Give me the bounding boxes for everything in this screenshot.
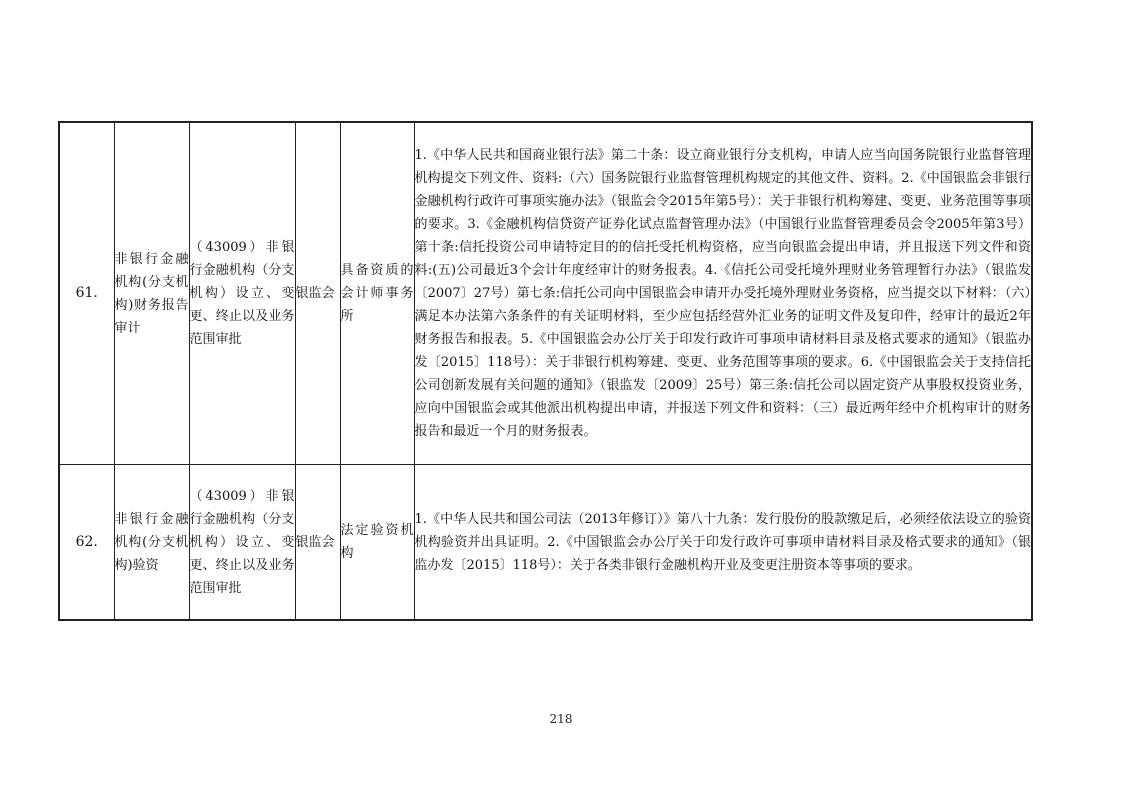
legal-basis: 1.《中华人民共和国商业银行法》第二十条：设立商业银行分支机构，申请人应当向国务院银行业监督管理机构提交下列文件、资料:（六）国务院银行业监督管理机构规定的其他文件、资料。2.《中国银监会非银行金融机构行政许可事项实施办法》（银监会令2015年第5号）：关于非银行机构筹建、变更、业务范围等事项的要求。3.《金融机构信贷资产证券化试点监督管理办法》（中国银行业监督管理委员会令2005年第3号）第十条:信托投资公司申请特定目的的信托受托机构资格，应当向银监会提出申请，并且报送下列文件和资料:(五)公司最近3个会计年度经审计的财务报表。4.《信托公司受托境外理财业务管理暂行办法》（银监发〔2007〕27号）第七条:信托公司向中国银监会申请开办受托境外理财业务资格，应当提交以下材料：（六）满足本办法第六条条件的有关证明材料，至少应包括经营外汇业务的证明文件及复印件，经审计的最近2年财务报告和报表。5.《中国银监会办公厅关于印发行政许可事项申请材料目录及格式要求的通知》（银监办发〔2015〕118号）：关于非银行机构筹建、变更、业务范围等事项的要求。6.《中国银监会关于支持信托公司创新发展有关问题的通知》（银监发〔2009〕25号）第三条:信托公司以固定资产从事股权投资业务，应向中国银监会或其他派出机构提出申请，并报送下列文件和资料：（三）最近两年经中介机构审计的财务报告和最近一个月的财务报表。 bbox=[414, 122, 1032, 465]
legal-basis: 1.《中华人民共和国公司法（2013年修订）》第八十九条：发行股份的股款缴足后，必须经依法设立的验资机构验资并出具证明。2.《中国银监会办公厅关于印发行政许可事项申请材料目录及格式要求的通知》（银监办发〔2015〕118号）：关于各类非银行金融机构开业及变更注册资本等事项的要求。 bbox=[414, 465, 1032, 621]
table-row bbox=[59, 465, 1032, 621]
service-name: 非银行金融机构(分支机构)财务报告审计 bbox=[114, 122, 189, 465]
regulation-table bbox=[58, 121, 1033, 621]
approval-category: （43009）非银行金融机构（分支机构）设立、变更、终止以及业务范围审批 bbox=[189, 122, 295, 465]
supervising-department: 银监会 bbox=[295, 465, 340, 621]
service-organization: 具备资质的会计师事务所 bbox=[340, 122, 414, 465]
approval-category: （43009）非银行金融机构（分支机构）设立、变更、终止以及业务范围审批 bbox=[189, 465, 295, 621]
row-number: 61. bbox=[59, 122, 114, 465]
row-number: 62. bbox=[59, 465, 114, 621]
page-number: 218 bbox=[549, 712, 573, 726]
service-name: 非银行金融机构(分支机构)验资 bbox=[114, 465, 189, 621]
service-organization: 法定验资机构 bbox=[340, 465, 414, 621]
table-row bbox=[59, 122, 1032, 465]
supervising-department: 银监会 bbox=[295, 122, 340, 465]
